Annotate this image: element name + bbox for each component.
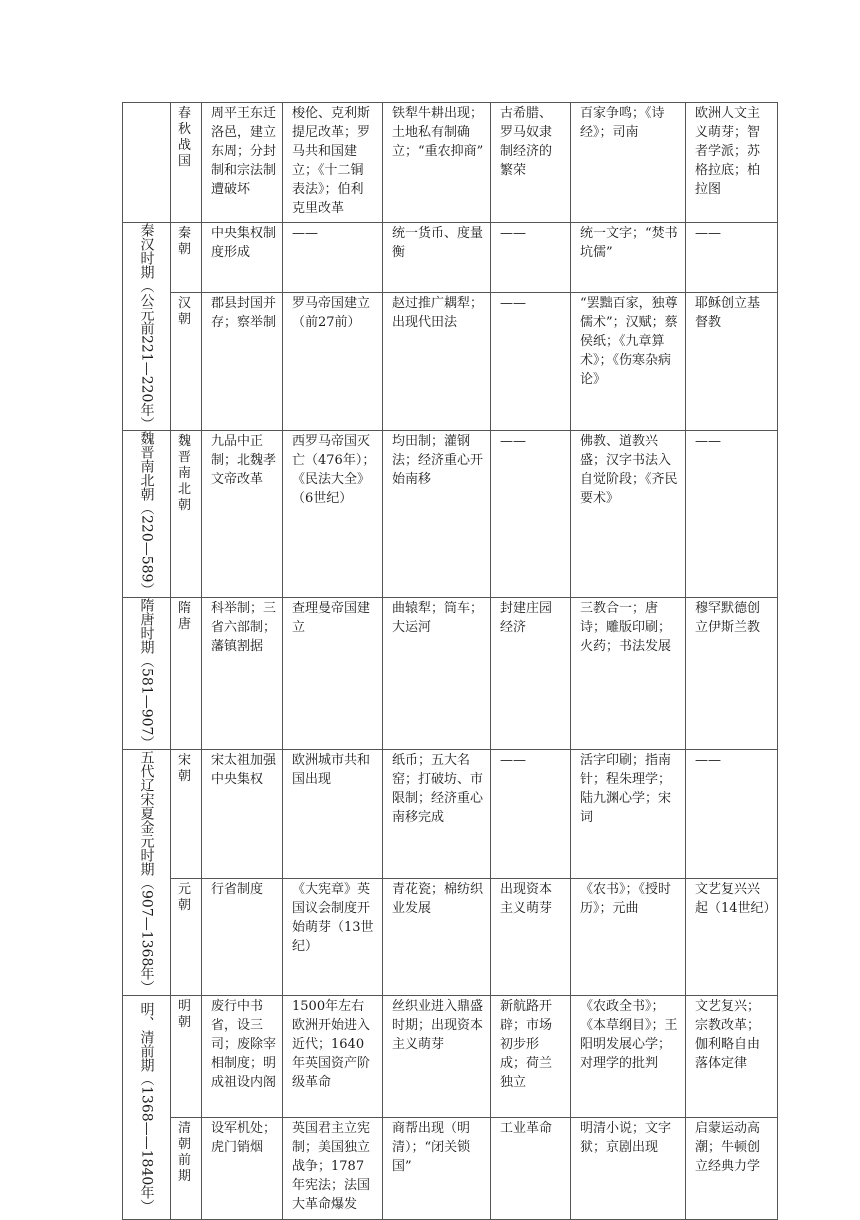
table-row [123,750,778,878]
politics-cell: 废行中书省，设三司；废除宰相制度；明成祖设内阁 [202,995,283,1117]
dynasty-cell: 元朝 [171,878,202,995]
dynasty-cell: 明朝 [171,995,202,1117]
culture-cell: 三教合一；唐诗；雕版印刷；火药；书法发展 [571,597,686,749]
period-cell [123,103,171,223]
politics-cell: 九品中正制；北魏孝文帝改革 [202,431,283,597]
culture-cell: 《农政全书》；《本草纲目》；王阳明发展心学；对理学的批判 [571,995,686,1117]
world-culture-cell: 启蒙运动高潮；牛顿创立经典力学 [686,1117,778,1219]
table-row [123,995,778,1117]
world-politics-cell: 英国君主立宪制；美国独立战争；1787年宪法；法国大革命爆发 [283,1117,383,1219]
economy-cell: 青花瓷；棉纺织业发展 [383,878,491,995]
dynasty-cell: 汉朝 [171,293,202,431]
politics-cell: 宋太祖加强中央集权 [202,750,283,878]
table-row [123,1117,778,1219]
politics-cell: 中央集权制度形成 [202,223,283,293]
politics-cell: 行省制度 [202,878,283,995]
economy-cell: 赵过推广耦犁；出现代田法 [383,293,491,431]
dynasty-cell: 魏晋南北朝 [171,431,202,597]
world-economy-cell: —— [491,293,571,431]
world-politics-cell: 西罗马帝国灭亡（476年）；《民法大全》（6世纪） [283,431,383,597]
world-economy-cell: 封建庄园经济 [491,597,571,749]
culture-cell: 《农书》；《授时历》；元曲 [571,878,686,995]
politics-cell: 周平王东迁洛邑，建立东周；分封制和宗法制遭破坏 [202,103,283,223]
economy-cell: 纸币；五大名窑；打破坊、市限制；经济重心南移完成 [383,750,491,878]
table-row [123,597,778,749]
politics-cell: 科举制；三省六部制；藩镇割据 [202,597,283,749]
table-row [123,223,778,293]
period-cell: 魏晋南北朝（220—589） [123,431,171,597]
world-culture-cell: 穆罕默德创立伊斯兰教 [686,597,778,749]
world-economy-cell: 出现资本主义萌芽 [491,878,571,995]
world-politics-cell: 欧洲城市共和国出现 [283,750,383,878]
history-comparison-table [122,102,778,1220]
world-culture-cell: —— [686,431,778,597]
world-economy-cell: 古希腊、罗马奴隶制经济的繁荣 [491,103,571,223]
world-economy-cell: —— [491,431,571,597]
world-politics-cell: 梭伦、克利斯提尼改革；罗马共和国建立；《十二铜表法》；伯利克里改革 [283,103,383,223]
dynasty-cell: 春秋战国 [171,103,202,223]
table-row [123,878,778,995]
culture-cell: 佛教、道教兴盛；汉字书法入自觉阶段；《齐民要术》 [571,431,686,597]
world-culture-cell: —— [686,750,778,878]
economy-cell: 商帮出现（明清）；“闭关锁国” [383,1117,491,1219]
world-culture-cell: 文艺复兴兴起（14世纪） [686,878,778,995]
economy-cell: 统一货币、度量衡 [383,223,491,293]
politics-cell: 设军机处；虎门销烟 [202,1117,283,1219]
world-economy-cell: —— [491,223,571,293]
economy-cell: 均田制；灌钢法；经济重心开始南移 [383,431,491,597]
world-culture-cell: —— [686,223,778,293]
culture-cell: 统一文字；“焚书坑儒” [571,223,686,293]
period-cell: 秦汉时期（公元前221—220年） [123,223,171,431]
world-politics-cell: 《大宪章》英国议会制度开始萌芽（13世纪） [283,878,383,995]
dynasty-cell: 隋唐 [171,597,202,749]
world-politics-cell: —— [283,223,383,293]
culture-cell: 百家争鸣；《诗经》；司南 [571,103,686,223]
table-row [123,293,778,431]
world-politics-cell: 罗马帝国建立（前27前） [283,293,383,431]
world-politics-cell: 查理曼帝国建立 [283,597,383,749]
world-politics-cell: 1500年左右欧洲开始进入近代；1640年英国资产阶级革命 [283,995,383,1117]
table-row [123,431,778,597]
table-row [123,103,778,223]
world-culture-cell: 欧洲人文主义萌芽；智者学派；苏格拉底；柏拉图 [686,103,778,223]
dynasty-cell: 清朝前期 [171,1117,202,1219]
period-cell: 隋唐时期（581—907） [123,597,171,749]
world-culture-cell: 耶稣创立基督教 [686,293,778,431]
culture-cell: “罢黜百家，独尊儒术”；汉赋；蔡侯纸；《九章算术》；《伤寒杂病论》 [571,293,686,431]
culture-cell: 明清小说；文字狱；京剧出现 [571,1117,686,1219]
economy-cell: 曲辕犁；筒车；大运河 [383,597,491,749]
world-economy-cell: 新航路开辟；市场初步形成；荷兰独立 [491,995,571,1117]
economy-cell: 丝织业进入鼎盛时期；出现资本主义萌芽 [383,995,491,1117]
politics-cell: 郡县封国并存；察举制 [202,293,283,431]
dynasty-cell: 秦朝 [171,223,202,293]
dynasty-cell: 宋朝 [171,750,202,878]
world-economy-cell: 工业革命 [491,1117,571,1219]
culture-cell: 活字印刷；指南针；程朱理学；陆九渊心学；宋词 [571,750,686,878]
world-culture-cell: 文艺复兴；宗教改革；伽利略自由落体定律 [686,995,778,1117]
period-cell: 五代辽宋夏金元时期（907—1368年） [123,750,171,995]
economy-cell: 铁犁牛耕出现；土地私有制确立；“重农抑商” [383,103,491,223]
period-cell: 明、清前期（1368——1840年） [123,995,171,1219]
world-economy-cell: —— [491,750,571,878]
